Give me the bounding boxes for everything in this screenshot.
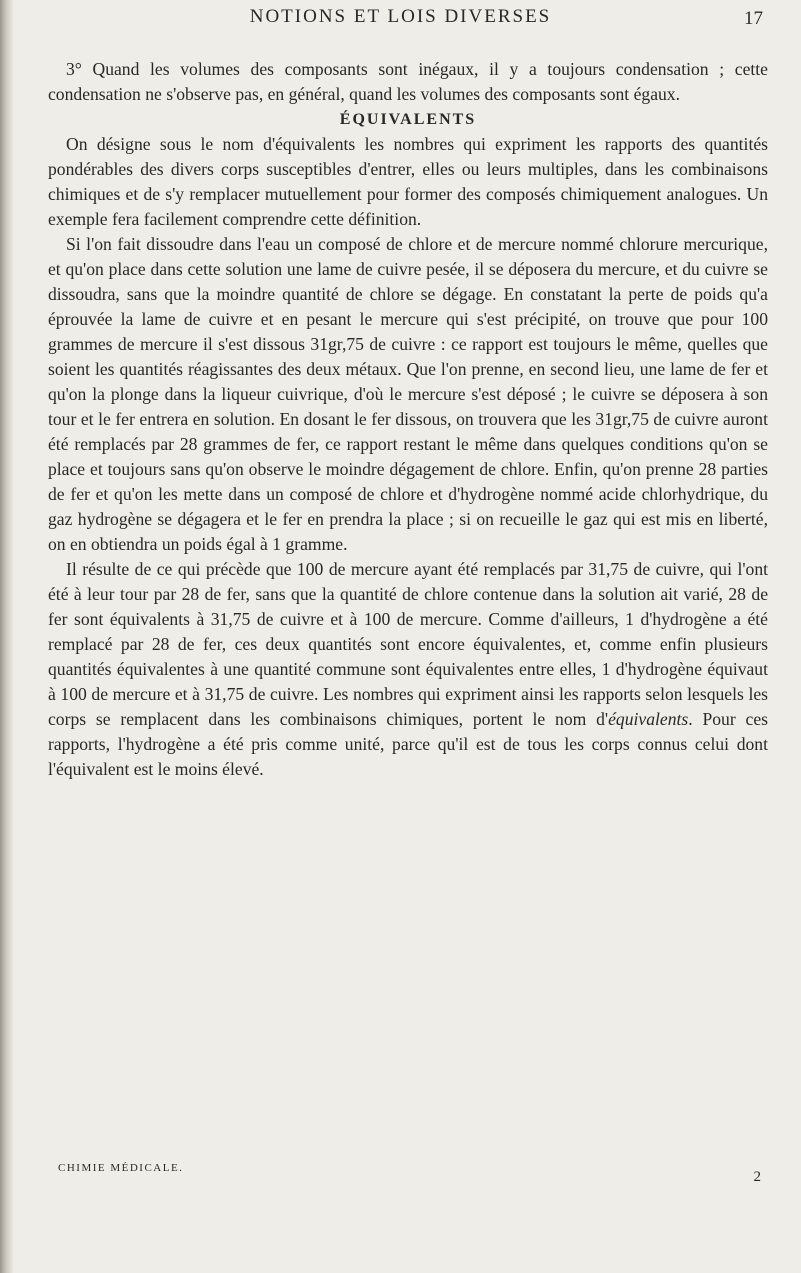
paragraph-condensation: 3° Quand les volumes des composants sont inégaux, il y a toujours condensation ; cette condensation ne s'observe pas, en général, quand les volumes des composants sont égaux. (48, 59, 768, 104)
paragraph-conclusion (48, 557, 768, 782)
section-heading: ÉQUIVALENTS (339, 111, 477, 128)
binding-shadow (0, 0, 14, 1273)
term-equivalents: équivalents (608, 709, 689, 729)
running-head: NOTIONS ET LOIS DIVERSES (249, 6, 552, 27)
footer-signature-label: CHIMIE MÉDICALE. (58, 1162, 184, 1174)
body-text (48, 57, 768, 782)
conclusion-text-start: Il résulte de ce qui précède que 100 de mercure ayant été remplacés par 31,75 de cuivre, qui l'ont été à leur tour par 28 de fer, sans que la quantité de chlore contenue dans la solution ait varié, 28 de fer sont équivalents à 31,75 de cuivre et à 100 de mercure. Comme d'ailleurs, 1 d'hydrogène a été remplacé par 28 de fer, ces deux quantités sont encore équivalentes, et, comme enfin plusieurs quantités équivalentes à une quantité commune sont équivalentes entre elles, 1 d'hydrogène équivaut à 100 de mercure et à 31,75 de cuivre. Les nombres qui expriment ainsi les rapports selon lesquels les corps se remplacent dans les combinaisons chimiques, portent le nom d' (48, 559, 768, 729)
sheet-number: 2 (753, 1169, 761, 1185)
paragraph-example: Si l'on fait dissoudre dans l'eau un composé de chlore et de mercure nommé chlorure mercurique, et qu'on place dans cette solution une lame de cuivre pesée, il se déposera du mercure, et du cuivre se dissoudra, sans que la moindre quantité de chlore se dégage. En constatant la perte de poids qu'a éprouvée la lame de cuivre et en pesant le mercure qui s'est précipité, on trouve que pour 100 grammes de mercure il s'est dissous 31gr,75 de cuivre : ce rapport est toujours le même, quelles que soient les quantités réagissantes des deux métaux. Que l'on prenne, en second lieu, une lame de fer et qu'on la plonge dans la liqueur cuivrique, d'où le mercure s'est déposé ; le cuivre se déposera à son tour et le fer entrera en solution. En dosant le fer dissous, on trouvera que les 31gr,75 de cuivre auront été remplacés par 28 grammes de fer, ce rapport restant le même dans quelques conditions qu'on se place et toujours sans qu'on observe le moindre dégagement de chlore. Enfin, qu'on prenne 28 parties de fer et qu'on les mette dans un composé de chlore et d'hydrogène nommé acide chlorhydrique, du gaz hydrogène se dégagera et le fer en prendra la place ; si on recueille le gaz qui est mis en liberté, on en obtiendra un poids égal à 1 gramme. (48, 234, 768, 554)
page-number: 17 (744, 8, 763, 29)
conclusion-text-end: . Pour ces rapports, l'hydrogène a été pris comme unité, parce qu'il est de tous les corps connus celui dont l'équivalent est le moins élevé. (48, 709, 768, 779)
paragraph-definition: On désigne sous le nom d'équivalents les nombres qui expriment les rapports des quantités pondérables des divers corps susceptibles d'entrer, elles ou leurs multiples, dans les combinaisons chimiques et de s'y remplacer mutuellement pour former des composés chimiquement analogues. Un exemple fera facilement comprendre cette définition. (48, 134, 768, 229)
